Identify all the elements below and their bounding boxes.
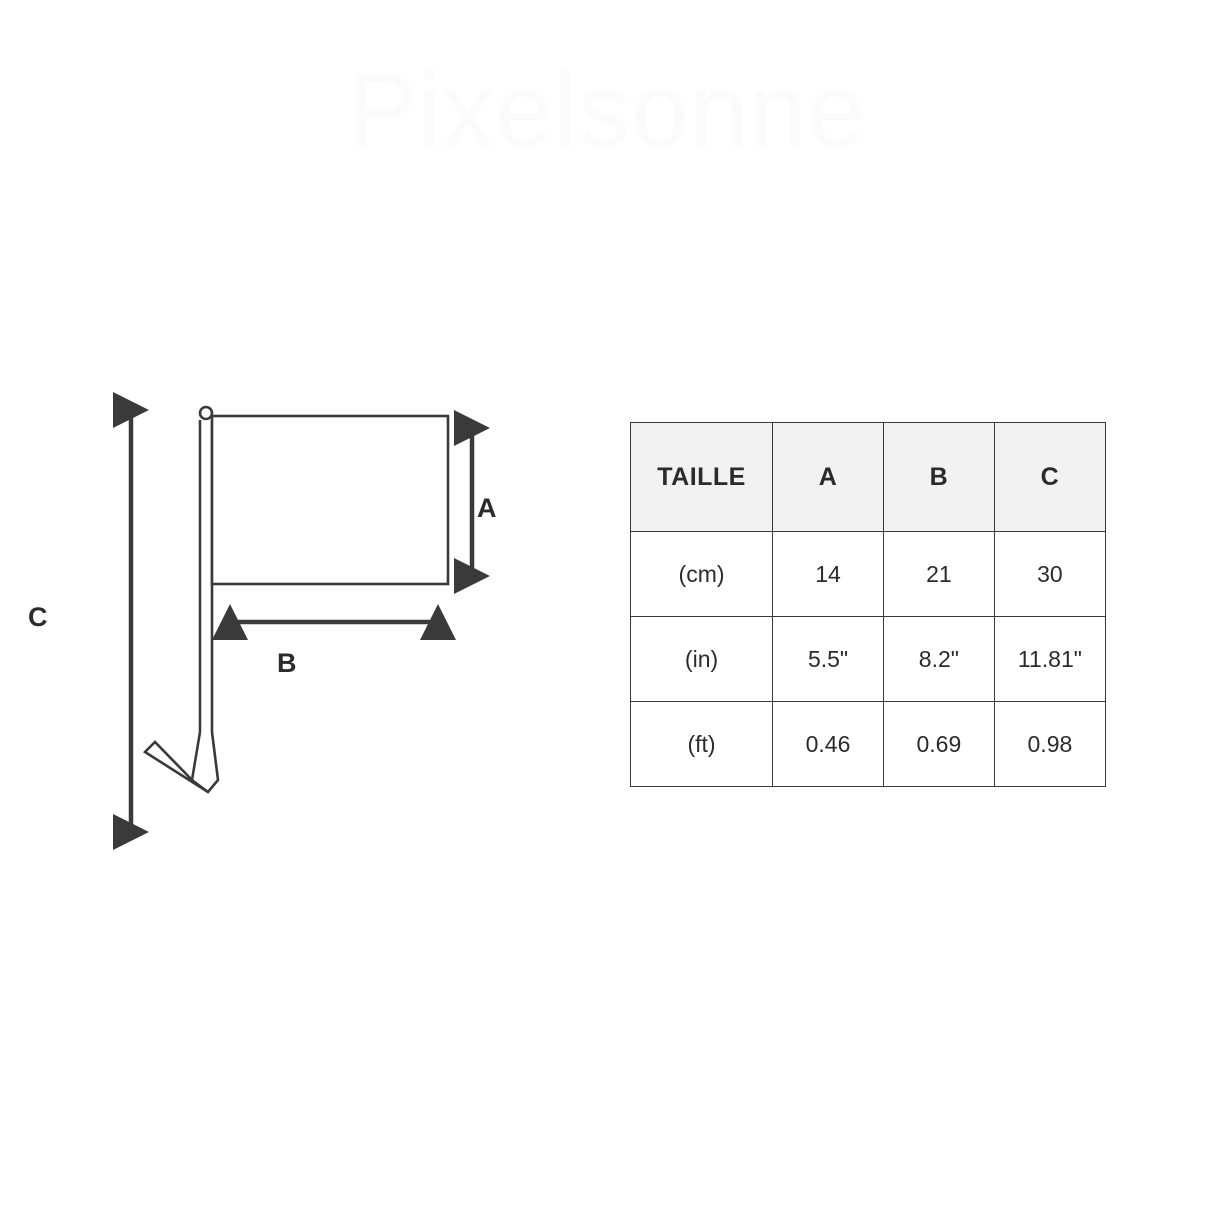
flag-illustration <box>40 380 600 880</box>
flag-sheet <box>212 416 448 584</box>
dimension-label-a: A <box>477 493 497 523</box>
table-cell-a: 5.5" <box>773 617 884 702</box>
table-cell-c: 30 <box>994 532 1105 617</box>
table-cell-a: 0.46 <box>773 702 884 787</box>
table-cell-c: 11.81" <box>994 617 1105 702</box>
table-cell-unit: (cm) <box>631 532 773 617</box>
table-cell-b: 21 <box>883 532 994 617</box>
table-header-taille: TAILLE <box>631 423 773 532</box>
table-row <box>631 702 1106 787</box>
dimension-label-b: B <box>277 648 297 678</box>
table-row <box>631 532 1106 617</box>
table-header-a: A <box>773 423 884 532</box>
watermark-text: Pixelsonne <box>347 53 867 169</box>
table-header-b: B <box>883 423 994 532</box>
table-cell-c: 0.98 <box>994 702 1105 787</box>
table-cell-unit: (ft) <box>631 702 773 787</box>
table-cell-a: 14 <box>773 532 884 617</box>
table-header-c: C <box>994 423 1105 532</box>
table-cell-b: 0.69 <box>883 702 994 787</box>
flag-dimension-diagram <box>40 380 600 880</box>
size-chart-table <box>630 422 1106 787</box>
table-header-row <box>631 423 1106 532</box>
table-cell-b: 8.2" <box>883 617 994 702</box>
table-cell-unit: (in) <box>631 617 773 702</box>
flag-pole <box>145 407 218 792</box>
table-row <box>631 617 1106 702</box>
dimension-label-c: C <box>28 602 48 632</box>
